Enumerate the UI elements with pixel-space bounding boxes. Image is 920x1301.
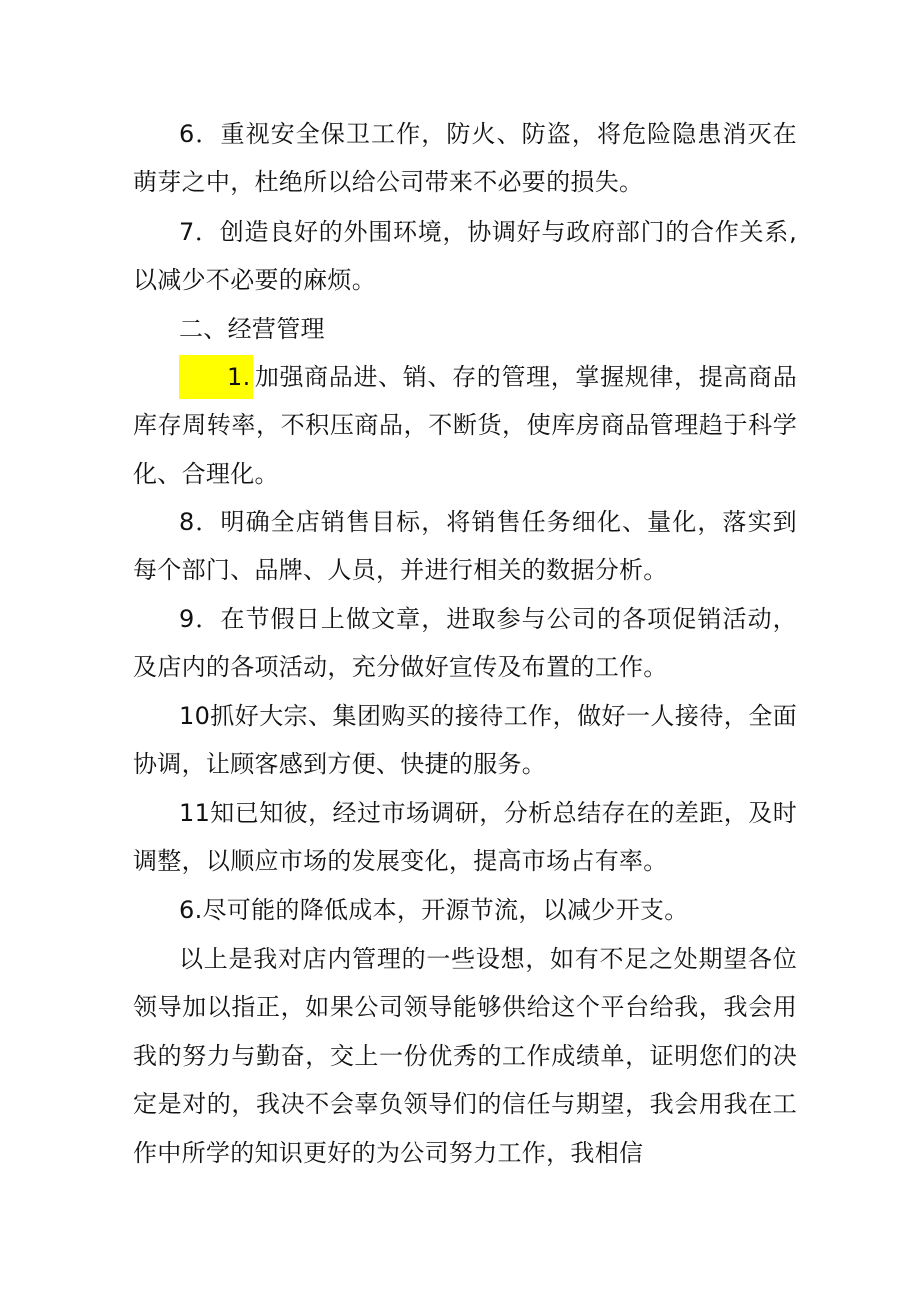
paragraph-item-6-safety	[133, 110, 797, 207]
paragraph-text: 6.尽可能的降低成本，开源节流，以减少开支。	[179, 896, 689, 924]
paragraph-text: 11知已知彼，经过市场调研，分析总结存在的差距，及时调整，以顺应市场的发展变化，提高市场占有率。	[133, 799, 797, 876]
paragraph-item-8-sales-target	[133, 498, 797, 595]
paragraph-item-11-market-research	[133, 789, 797, 886]
paragraph-text: 9．在节假日上做文章，进取参与公司的各项促销活动，及店内的各项活动，充分做好宣传及布置的工作。	[133, 605, 797, 682]
paragraph-text: 7．创造良好的外围环境，协调好与政府部门的合作关系,以减少不必要的麻烦。	[133, 218, 797, 295]
paragraph-text: 加强商品进、销、存的管理，掌握规律，提高商品库存周转率，不积压商品，不断货，使库房商品管理趋于科学化、合理化。	[133, 363, 797, 488]
paragraph-item-10-group-purchase	[133, 692, 797, 789]
paragraph-text: 以上是我对店内管理的一些设想，如有不足之处期望各位领导加以指正，如果公司领导能够供给这个平台给我，我会用我的努力与勤奋，交上一份优秀的工作成绩单，证明您们的决定是对的，我决不会辜负领导们的信任与期望，我会用我在工作中所学的知识更好的为公司努力工作，我相信	[133, 945, 797, 1167]
paragraph-item-7-environment	[133, 208, 797, 305]
section-heading-operations	[133, 305, 797, 353]
closing-paragraph	[133, 935, 797, 1177]
paragraph-text: 6．重视安全保卫工作，防火、防盗，将危险隐患消灭在萌芽之中，杜绝所以给公司带来不必要的损失。	[133, 120, 797, 197]
paragraph-item-9-holiday	[133, 595, 797, 692]
heading-text: 二、经营管理	[179, 315, 325, 343]
paragraph-item-1-inventory	[133, 353, 797, 498]
paragraph-text: 8．明确全店销售目标，将销售任务细化、量化，落实到每个部门、品牌、人员，并进行相关的数据分析。	[133, 508, 797, 585]
paragraph-text: 10抓好大宗、集团购买的接待工作，做好一人接待，全面协调，让顾客感到方便、快捷的服务。	[133, 702, 797, 779]
highlighted-number: 1.	[179, 355, 253, 399]
paragraph-item-6-cost	[133, 886, 797, 934]
